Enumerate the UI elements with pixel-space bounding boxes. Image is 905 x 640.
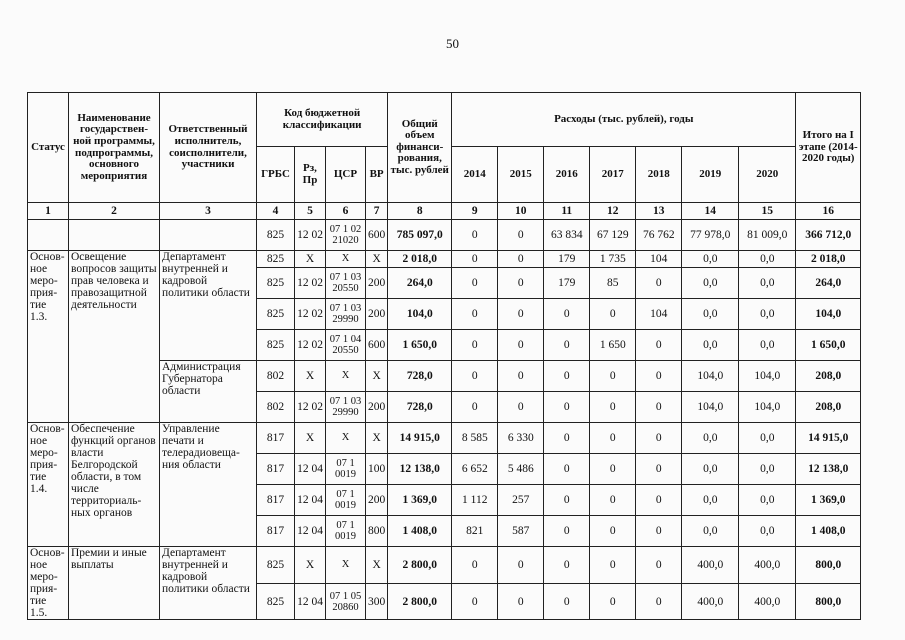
year-cell: 0 bbox=[590, 361, 636, 392]
vr-cell: 600 bbox=[366, 330, 388, 361]
rz-pr-cell: 12 04 bbox=[295, 583, 326, 620]
year-cell: 104,0 bbox=[682, 361, 739, 392]
year-cell: 0,0 bbox=[682, 516, 739, 547]
total-funding-cell: 728,0 bbox=[388, 392, 452, 423]
year-cell: 179 bbox=[544, 268, 590, 299]
itogo-cell: 14 915,0 bbox=[796, 423, 861, 454]
table-row bbox=[28, 220, 861, 251]
year-cell: 0 bbox=[636, 361, 682, 392]
grbs-cell: 817 bbox=[257, 423, 295, 454]
total-funding-cell: 264,0 bbox=[388, 268, 452, 299]
csr-cell: 07 1 0019 bbox=[326, 485, 366, 516]
header-year: 2014 bbox=[452, 147, 498, 203]
header-year: 2016 bbox=[544, 147, 590, 203]
table-row bbox=[28, 423, 861, 454]
page-number: 50 bbox=[446, 36, 459, 51]
year-cell: 0 bbox=[590, 485, 636, 516]
header-rz-pr: Рз, Пр bbox=[295, 147, 326, 203]
year-cell: 0 bbox=[498, 299, 544, 330]
total-funding-cell: 12 138,0 bbox=[388, 454, 452, 485]
grbs-cell: 802 bbox=[257, 392, 295, 423]
header-executor: Ответственный исполнитель, соисполнители, участники bbox=[160, 93, 257, 203]
year-cell: 0 bbox=[544, 330, 590, 361]
header-year: 2015 bbox=[498, 147, 544, 203]
year-cell: 0 bbox=[452, 330, 498, 361]
year-cell: 0 bbox=[452, 251, 498, 268]
header-program-name: Наименование государствен-ной программы, подпрограммы, основного мероприятия bbox=[69, 93, 160, 203]
year-cell: 0 bbox=[452, 583, 498, 620]
year-cell: 0,0 bbox=[682, 423, 739, 454]
year-cell: 76 762 bbox=[636, 220, 682, 251]
year-cell: 0,0 bbox=[682, 454, 739, 485]
year-cell: 0,0 bbox=[739, 423, 796, 454]
executor-cell: Администрация Губернатора области bbox=[160, 361, 257, 423]
column-number: 8 bbox=[388, 203, 452, 220]
itogo-cell: 2 018,0 bbox=[796, 251, 861, 268]
header-year: 2019 bbox=[682, 147, 739, 203]
vr-cell: Х bbox=[366, 423, 388, 454]
total-funding-cell: 2 018,0 bbox=[388, 251, 452, 268]
column-number: 10 bbox=[498, 203, 544, 220]
header-expenses: Расходы (тыс. рублей), годы bbox=[452, 93, 796, 147]
year-cell: 0 bbox=[590, 516, 636, 547]
grbs-cell: 825 bbox=[257, 268, 295, 299]
header-year: 2018 bbox=[636, 147, 682, 203]
year-cell: 0 bbox=[544, 299, 590, 330]
year-cell: 0 bbox=[452, 392, 498, 423]
year-cell: 0 bbox=[636, 547, 682, 584]
grbs-cell: 817 bbox=[257, 485, 295, 516]
itogo-cell: 12 138,0 bbox=[796, 454, 861, 485]
itogo-cell: 800,0 bbox=[796, 547, 861, 584]
year-cell: 0 bbox=[498, 251, 544, 268]
column-number: 14 bbox=[682, 203, 739, 220]
year-cell: 821 bbox=[452, 516, 498, 547]
vr-cell: Х bbox=[366, 251, 388, 268]
year-cell: 85 bbox=[590, 268, 636, 299]
year-cell: 104,0 bbox=[739, 361, 796, 392]
year-cell: 0,0 bbox=[739, 485, 796, 516]
status-cell: Основ-ное меро-прия-тие 1.5. bbox=[28, 547, 69, 620]
year-cell: 67 129 bbox=[590, 220, 636, 251]
csr-cell: 07 1 03 29990 bbox=[326, 392, 366, 423]
year-cell: 0 bbox=[498, 583, 544, 620]
year-cell: 63 834 bbox=[544, 220, 590, 251]
year-cell: 0 bbox=[590, 454, 636, 485]
csr-cell: 07 1 02 21020 bbox=[326, 220, 366, 251]
vr-cell: 800 bbox=[366, 516, 388, 547]
grbs-cell: 825 bbox=[257, 220, 295, 251]
rz-pr-cell: Х bbox=[295, 423, 326, 454]
rz-pr-cell: Х bbox=[295, 251, 326, 268]
year-cell: 0 bbox=[498, 330, 544, 361]
csr-cell: 07 1 03 20550 bbox=[326, 268, 366, 299]
status-cell: Основ-ное меро-прия-тие 1.3. bbox=[28, 251, 69, 423]
table-row bbox=[28, 547, 861, 584]
year-cell: 104 bbox=[636, 251, 682, 268]
column-number: 1 bbox=[28, 203, 69, 220]
column-number: 12 bbox=[590, 203, 636, 220]
year-cell: 0,0 bbox=[739, 330, 796, 361]
table-row bbox=[28, 251, 861, 268]
vr-cell: 200 bbox=[366, 299, 388, 330]
total-funding-cell: 1 369,0 bbox=[388, 485, 452, 516]
header-year: 2017 bbox=[590, 147, 636, 203]
rz-pr-cell: Х bbox=[295, 547, 326, 584]
year-cell: 179 bbox=[544, 251, 590, 268]
executor-cell: Департамент внутренней и кадровой политики области bbox=[160, 547, 257, 620]
itogo-cell: 366 712,0 bbox=[796, 220, 861, 251]
csr-cell: 07 1 0019 bbox=[326, 454, 366, 485]
rz-pr-cell: 12 04 bbox=[295, 454, 326, 485]
total-funding-cell: 1 408,0 bbox=[388, 516, 452, 547]
year-cell: 1 735 bbox=[590, 251, 636, 268]
year-cell: 0 bbox=[636, 583, 682, 620]
year-cell: 400,0 bbox=[682, 583, 739, 620]
header-itogo: Итого на I этапе (2014-2020 годы) bbox=[796, 93, 861, 203]
vr-cell: Х bbox=[366, 361, 388, 392]
year-cell: 6 652 bbox=[452, 454, 498, 485]
grbs-cell: 825 bbox=[257, 299, 295, 330]
status-cell bbox=[28, 220, 69, 251]
year-cell: 0,0 bbox=[739, 516, 796, 547]
rz-pr-cell: 12 02 bbox=[295, 220, 326, 251]
year-cell: 400,0 bbox=[682, 547, 739, 584]
year-cell: 0 bbox=[590, 423, 636, 454]
year-cell: 0,0 bbox=[739, 454, 796, 485]
grbs-cell: 825 bbox=[257, 547, 295, 584]
year-cell: 0,0 bbox=[682, 485, 739, 516]
year-cell: 0 bbox=[498, 392, 544, 423]
vr-cell: 100 bbox=[366, 454, 388, 485]
vr-cell: 200 bbox=[366, 392, 388, 423]
program-name-cell: Обеспечение функций органов власти Белгородской области, в том числе территориаль-ных органов bbox=[69, 423, 160, 547]
column-number: 4 bbox=[257, 203, 295, 220]
column-number: 2 bbox=[69, 203, 160, 220]
grbs-cell: 802 bbox=[257, 361, 295, 392]
program-name-cell: Освещение вопросов защиты прав человека и правозащитной деятельности bbox=[69, 251, 160, 423]
year-cell: 0 bbox=[452, 299, 498, 330]
itogo-cell: 1 650,0 bbox=[796, 330, 861, 361]
year-cell: 0 bbox=[590, 547, 636, 584]
column-number-row bbox=[28, 203, 861, 220]
year-cell: 0 bbox=[544, 454, 590, 485]
column-number: 5 bbox=[295, 203, 326, 220]
itogo-cell: 1 369,0 bbox=[796, 485, 861, 516]
itogo-cell: 800,0 bbox=[796, 583, 861, 620]
year-cell: 0 bbox=[636, 268, 682, 299]
budget-table bbox=[27, 92, 861, 620]
total-funding-cell: 728,0 bbox=[388, 361, 452, 392]
executor-cell bbox=[160, 220, 257, 251]
year-cell: 104 bbox=[636, 299, 682, 330]
executor-cell: Управление печати и телерадиовеща-ния области bbox=[160, 423, 257, 547]
header-year: 2020 bbox=[739, 147, 796, 203]
year-cell: 0 bbox=[452, 547, 498, 584]
year-cell: 0 bbox=[452, 220, 498, 251]
vr-cell: 600 bbox=[366, 220, 388, 251]
year-cell: 0 bbox=[636, 516, 682, 547]
year-cell: 0 bbox=[498, 547, 544, 584]
header-total-funding: Общий объем финанси-рования, тыс. рублей bbox=[388, 93, 452, 203]
year-cell: 0 bbox=[544, 583, 590, 620]
year-cell: 257 bbox=[498, 485, 544, 516]
grbs-cell: 817 bbox=[257, 454, 295, 485]
year-cell: 0,0 bbox=[682, 299, 739, 330]
year-cell: 0,0 bbox=[739, 251, 796, 268]
rz-pr-cell: 12 04 bbox=[295, 516, 326, 547]
year-cell: 6 330 bbox=[498, 423, 544, 454]
year-cell: 104,0 bbox=[682, 392, 739, 423]
year-cell: 77 978,0 bbox=[682, 220, 739, 251]
itogo-cell: 1 408,0 bbox=[796, 516, 861, 547]
year-cell: 400,0 bbox=[739, 547, 796, 584]
itogo-cell: 104,0 bbox=[796, 299, 861, 330]
total-funding-cell: 14 915,0 bbox=[388, 423, 452, 454]
status-cell: Основ-ное меро-прия-тие 1.4. bbox=[28, 423, 69, 547]
year-cell: 0,0 bbox=[682, 251, 739, 268]
year-cell: 0 bbox=[590, 392, 636, 423]
column-number: 9 bbox=[452, 203, 498, 220]
header-grbs: ГРБС bbox=[257, 147, 295, 203]
grbs-cell: 825 bbox=[257, 330, 295, 361]
vr-cell: 300 bbox=[366, 583, 388, 620]
grbs-cell: 825 bbox=[257, 251, 295, 268]
year-cell: 0 bbox=[590, 299, 636, 330]
total-funding-cell: 2 800,0 bbox=[388, 547, 452, 584]
year-cell: 5 486 bbox=[498, 454, 544, 485]
header-budget-code: Код бюджетной классификации bbox=[257, 93, 388, 147]
year-cell: 0,0 bbox=[682, 268, 739, 299]
itogo-cell: 208,0 bbox=[796, 361, 861, 392]
year-cell: 0 bbox=[544, 516, 590, 547]
rz-pr-cell: 12 02 bbox=[295, 299, 326, 330]
year-cell: 0 bbox=[636, 423, 682, 454]
year-cell: 0 bbox=[452, 268, 498, 299]
total-funding-cell: 1 650,0 bbox=[388, 330, 452, 361]
header-vr: ВР bbox=[366, 147, 388, 203]
csr-cell: 07 1 04 20550 bbox=[326, 330, 366, 361]
year-cell: 0 bbox=[544, 361, 590, 392]
column-number: 15 bbox=[739, 203, 796, 220]
total-funding-cell: 2 800,0 bbox=[388, 583, 452, 620]
grbs-cell: 817 bbox=[257, 516, 295, 547]
rz-pr-cell: 12 02 bbox=[295, 392, 326, 423]
rz-pr-cell: 12 02 bbox=[295, 268, 326, 299]
vr-cell: Х bbox=[366, 547, 388, 584]
year-cell: 0,0 bbox=[739, 268, 796, 299]
year-cell: 0 bbox=[544, 423, 590, 454]
year-cell: 8 585 bbox=[452, 423, 498, 454]
year-cell: 0,0 bbox=[739, 299, 796, 330]
column-number: 7 bbox=[366, 203, 388, 220]
year-cell: 0 bbox=[636, 330, 682, 361]
year-cell: 0 bbox=[544, 547, 590, 584]
program-name-cell bbox=[69, 220, 160, 251]
column-number: 11 bbox=[544, 203, 590, 220]
year-cell: 400,0 bbox=[739, 583, 796, 620]
year-cell: 0 bbox=[590, 583, 636, 620]
column-number: 13 bbox=[636, 203, 682, 220]
year-cell: 0 bbox=[636, 485, 682, 516]
csr-cell: 07 1 03 29990 bbox=[326, 299, 366, 330]
header-status: Статус bbox=[28, 93, 69, 203]
executor-cell: Департамент внутренней и кадровой политики области bbox=[160, 251, 257, 361]
table-body bbox=[28, 203, 861, 620]
year-cell: 104,0 bbox=[739, 392, 796, 423]
year-cell: 0 bbox=[636, 454, 682, 485]
csr-cell: Х bbox=[326, 251, 366, 268]
year-cell: 0 bbox=[544, 392, 590, 423]
year-cell: 81 009,0 bbox=[739, 220, 796, 251]
csr-cell: Х bbox=[326, 547, 366, 584]
csr-cell: Х bbox=[326, 423, 366, 454]
year-cell: 1 650 bbox=[590, 330, 636, 361]
year-cell: 0 bbox=[452, 361, 498, 392]
rz-pr-cell: 12 04 bbox=[295, 485, 326, 516]
rz-pr-cell: 12 02 bbox=[295, 330, 326, 361]
year-cell: 0 bbox=[544, 485, 590, 516]
year-cell: 0 bbox=[636, 392, 682, 423]
column-number: 16 bbox=[796, 203, 861, 220]
column-number: 3 bbox=[160, 203, 257, 220]
vr-cell: 200 bbox=[366, 268, 388, 299]
total-funding-cell: 785 097,0 bbox=[388, 220, 452, 251]
year-cell: 0 bbox=[498, 268, 544, 299]
grbs-cell: 825 bbox=[257, 583, 295, 620]
csr-cell: 07 1 0019 bbox=[326, 516, 366, 547]
column-number: 6 bbox=[326, 203, 366, 220]
csr-cell: 07 1 05 20860 bbox=[326, 583, 366, 620]
year-cell: 587 bbox=[498, 516, 544, 547]
itogo-cell: 208,0 bbox=[796, 392, 861, 423]
rz-pr-cell: Х bbox=[295, 361, 326, 392]
year-cell: 0,0 bbox=[682, 330, 739, 361]
header-csr: ЦСР bbox=[326, 147, 366, 203]
total-funding-cell: 104,0 bbox=[388, 299, 452, 330]
vr-cell: 200 bbox=[366, 485, 388, 516]
year-cell: 0 bbox=[498, 361, 544, 392]
csr-cell: Х bbox=[326, 361, 366, 392]
year-cell: 0 bbox=[498, 220, 544, 251]
program-name-cell: Премии и иные выплаты bbox=[69, 547, 160, 620]
itogo-cell: 264,0 bbox=[796, 268, 861, 299]
year-cell: 1 112 bbox=[452, 485, 498, 516]
